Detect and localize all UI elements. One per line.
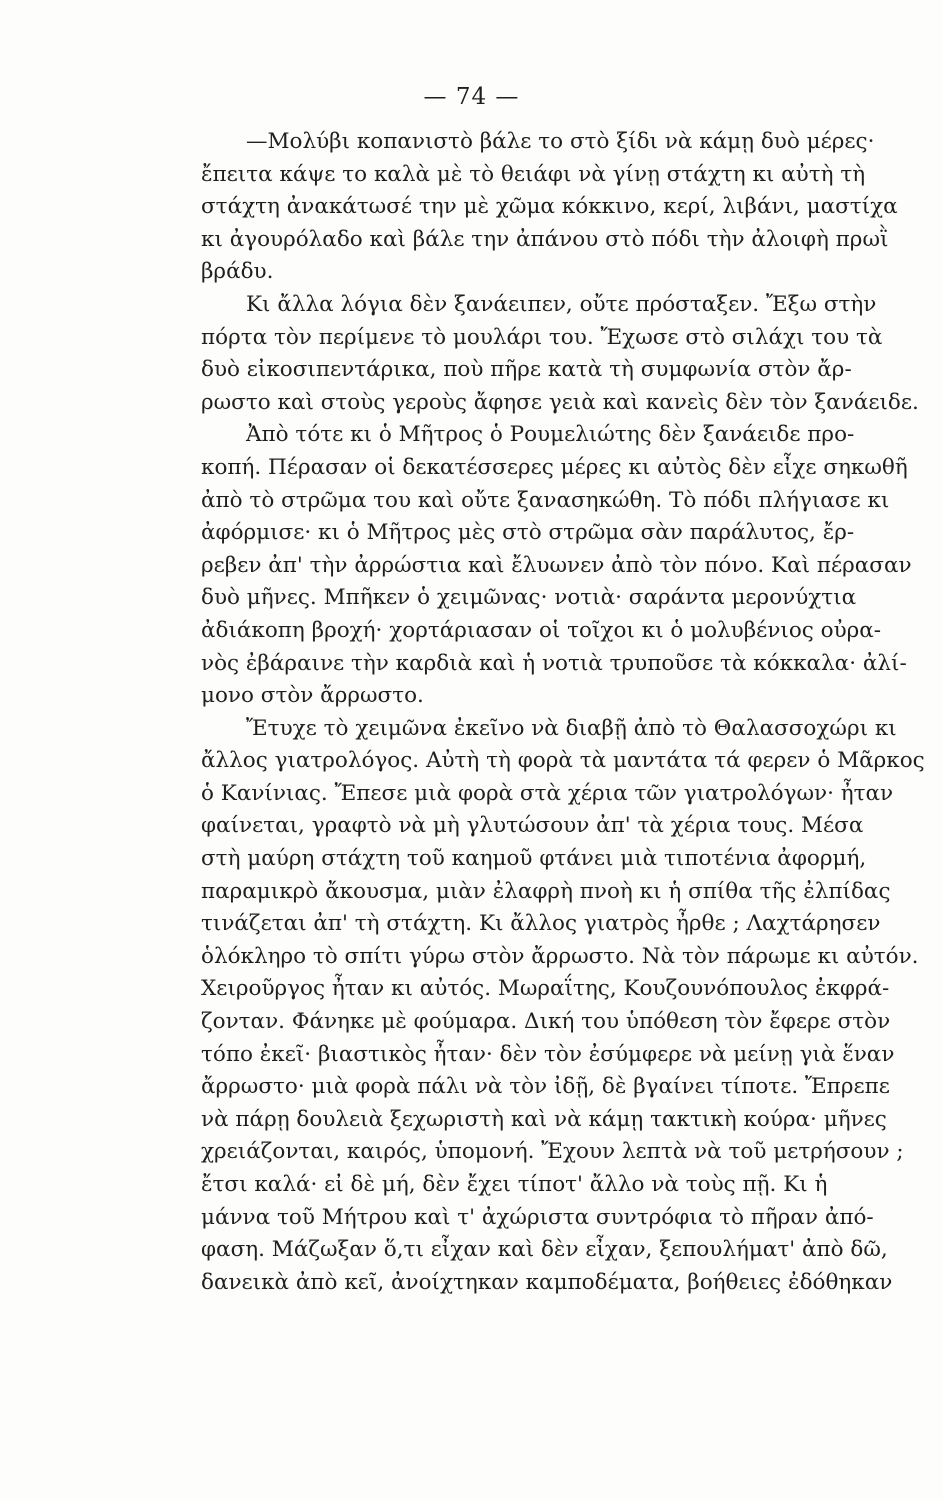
text-line: μονο στὸν ἄρρωστο.: [201, 683, 424, 709]
text-line: Ἔτυχε τὸ χειμῶνα ἐκεῖνο νὰ διαβῇ ἀπὸ τὸ Θαλασσοχώρι κι: [246, 715, 897, 741]
text-line: δυὸ μῆνες. Μπῆκεν ὁ χειμῶνας· νοτιὰ· σαράντα μερονύχτια: [201, 585, 857, 611]
text-line: ὁ Κανίνιας. Ἔπεσε μιὰ φορὰ στὰ χέρια τῶν γιατρολόγων· ἦταν: [201, 780, 894, 806]
body-text: [201, 126, 936, 1299]
text-line: χρειάζονται, καιρός, ὑπομονή. Ἔχουν λεπτὰ νὰ τοῦ μετρήσουν ;: [201, 1139, 904, 1165]
text-line: ἄρρωστο· μιὰ φορὰ πάλι νὰ τὸν ἰδῇ, δὲ βγαίνει τίποτε. Ἔπρεπε: [201, 1074, 890, 1100]
text-line: παραμικρὸ ἄκουσμα, μιὰν ἐλαφρὴ πνοὴ κι ἡ σπίθα τῆς ἐλπίδας: [201, 878, 891, 904]
paragraph-1: [201, 126, 936, 289]
text-line: νὰ πάρῃ δουλειὰ ξεχωριστὴ καὶ νὰ κάμῃ τακτικὴ κούρα· μῆνες: [201, 1106, 887, 1132]
text-line: στὴ μαύρη στάχτη τοῦ καημοῦ φτάνει μιὰ τιποτένια ἀφορμή,: [201, 846, 867, 872]
text-line: μάννα τοῦ Μήτρου καὶ τ' ἀχώριστα συντρόφια τὸ πῆραν ἀπό-: [201, 1204, 874, 1230]
text-line: δυὸ εἰκοσιπεντάρικα, ποὺ πῆρε κατὰ τὴ συμφωνία στὸν ἄρ-: [201, 357, 852, 383]
text-line: ἀδιάκοπη βροχή· χορτάριασαν οἱ τοῖχοι κι ὁ μολυβένιος οὐρα-: [201, 617, 882, 643]
text-line: φαίνεται, γραφτὸ νὰ μὴ γλυτώσουν ἀπ' τὰ χέρια τους. Μέσα: [201, 813, 864, 839]
text-line: τινάζεται ἀπ' τὴ στάχτη. Κι ἄλλος γιατρὸς ἦρθε ; Λαχτάρησεν: [201, 911, 881, 937]
text-line: κοπή. Πέρασαν οἱ δεκατέσσερες μέρες κι αὐτὸς δὲν εἶχε σηκωθῆ: [201, 454, 908, 480]
page-number: — 74 —: [423, 84, 520, 110]
text-line: ἀφόρμισε· κι ὁ Μῆτρος μὲς στὸ στρῶμα σὰν παράλυτος, ἔρ-: [201, 520, 855, 546]
paragraph-2: [201, 289, 936, 419]
text-line: φαση. Μάζωξαν ὅ,τι εἶχαν καὶ δὲν εἶχαν, ξεπουλήματ' ἀπὸ δῶ,: [201, 1237, 888, 1263]
text-line: δανεικὰ ἀπὸ κεῖ, ἀνοίχτηκαν καμποδέματα, βοήθειες ἐδόθηκαν: [201, 1269, 893, 1295]
text-line: κι ἀγουρόλαδο καὶ βάλε την ἀπάνου στὸ πόδι τὴν ἀλοιφὴ πρωῒ: [201, 226, 889, 252]
text-line: ρωστο καὶ στοὺς γεροὺς ἄφησε γειὰ καὶ κανεὶς δὲν τὸν ξανάειδε.: [201, 389, 919, 415]
text-line: Ἀπὸ τότε κι ὁ Μῆτρος ὁ Ρουμελιώτης δὲν ξανάειδε προ-: [246, 422, 855, 448]
text-line: ἔτσι καλά· εἰ δὲ μή, δὲν ἔχει τίποτ' ἄλλο νὰ τοὺς πῇ. Κι ἡ: [201, 1172, 828, 1197]
text-line: Χειροῦργος ἦταν κι αὐτός. Μωραΐτης, Κουζουνόπουλος ἐκφρά-: [201, 976, 890, 1002]
text-line: —Μολύβι κοπανιστὸ βάλε το στὸ ξίδι νὰ κάμῃ δυὸ μέρες·: [246, 129, 875, 154]
text-line: πόρτα τὸν περίμενε τὸ μουλάρι του. Ἔχωσε στὸ σιλάχι του τὰ: [201, 324, 883, 350]
text-line: στάχτη ἀνακάτωσέ την μὲ χῶμα κόκκινο, κερί, λιβάνι, μαστίχα: [201, 194, 898, 220]
paragraph-3: [201, 419, 936, 712]
text-line: Κι ἄλλα λόγια δὲν ξανάειπεν, οὔτε πρόσταξεν. Ἔξω στὴν: [246, 291, 877, 317]
text-line: ζονταν. Φάνηκε μὲ φούμαρα. Δική του ὑπόθεση τὸν ἔφερε στὸν: [201, 1009, 891, 1035]
paragraph-4: [201, 713, 936, 1300]
text-line: ὁλόκληρο τὸ σπίτι γύρω στὸν ἄρρωστο. Νὰ τὸν πάρωμε κι αὐτόν.: [201, 943, 919, 969]
text-line: νὸς ἐβάραινε τὴν καρδιὰ καὶ ἡ νοτιὰ τρυποῦσε τὰ κόκκαλα· ἀλί-: [201, 650, 907, 676]
text-line: βράδυ.: [201, 259, 274, 285]
text-line: ρεβεν ἀπ' τὴν ἀρρώστια καὶ ἔλυωνεν ἀπὸ τὸν πόνο. Καὶ πέρασαν: [201, 552, 912, 578]
text-line: ἔπειτα κάψε το καλὰ μὲ τὸ θειάφι νὰ γίνῃ στάχτη κι αὐτὴ τὴ: [201, 161, 866, 187]
text-line: ἀπὸ τὸ στρῶμα του καὶ οὔτε ξανασηκώθη. Τὸ πόδι πλήγιασε κι: [201, 487, 890, 513]
text-line: τόπο ἐκεῖ· βιαστικὸς ἦταν· δὲν τὸν ἐσύμφερε νὰ μείνῃ γιὰ ἕναν: [201, 1041, 895, 1067]
text-line: ἄλλος γιατρολόγος. Αὐτὴ τὴ φορὰ τὰ μαντάτα τά φερεν ὁ Μᾶρκος: [201, 748, 925, 774]
